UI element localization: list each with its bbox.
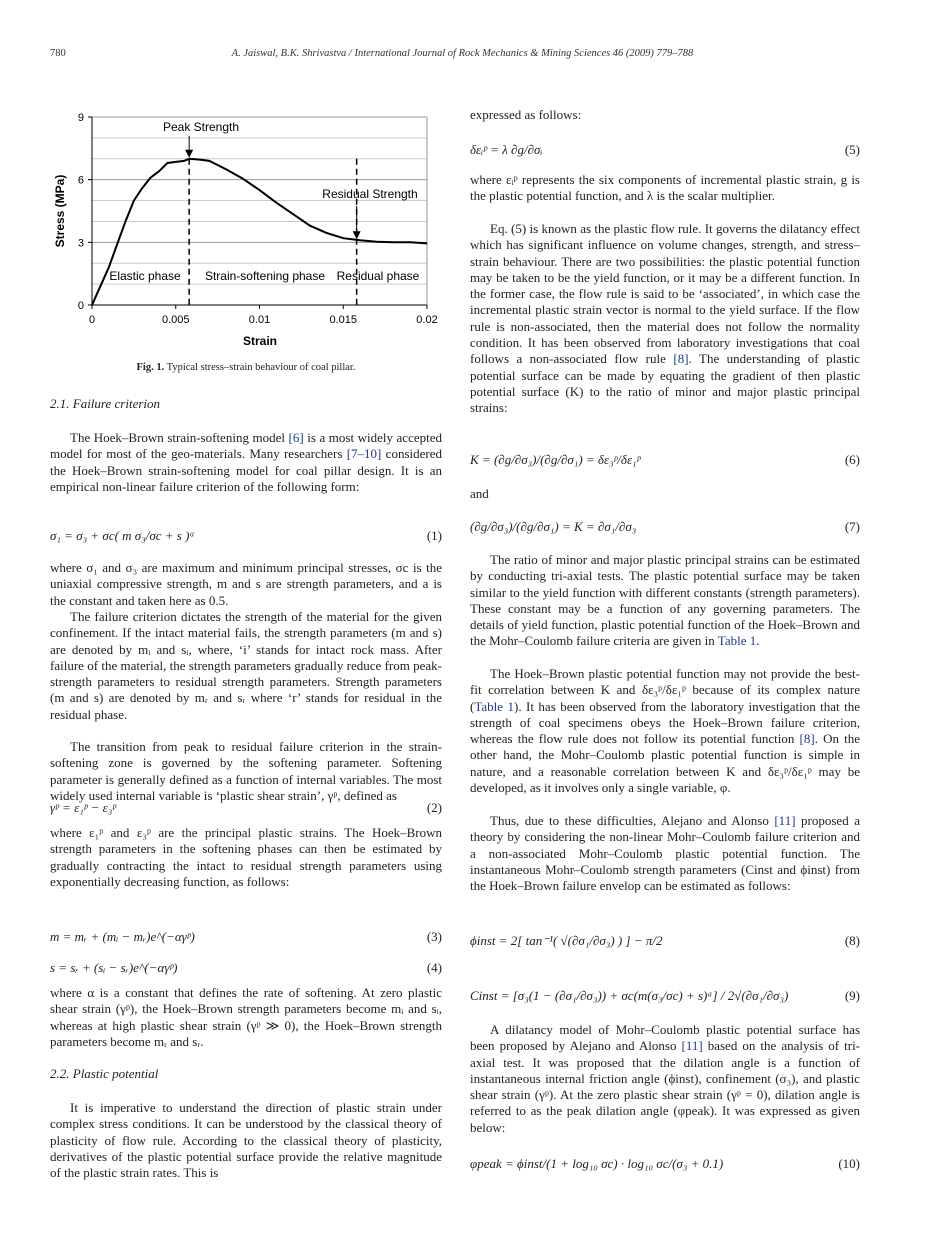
x-tick-label: 0.01 — [248, 314, 271, 326]
section-heading-2-2: 2.2. Plastic potential — [50, 1066, 159, 1081]
text-segment: A dilatancy model of Mohr–Coulomb plastic potential surface has been proposed by Alejano and Alonso — [470, 1022, 860, 1054]
equation-1 — [50, 528, 442, 544]
paragraph — [470, 666, 860, 796]
paragraph: where εᵢᵖ represents the six components of incremental plastic strain, g is the plastic potential function, and λ is the scalar multiplier. — [470, 172, 860, 204]
stress-strain-curve — [92, 159, 427, 305]
paragraph: The failure criterion dictates the strength of the material for the given confinement. If the intact material fails, the strength parameters (m and s) are denoted by mᵢ and sᵢ, where, ‘i’ stands for intact rock mass. After failure of the material, the strength parameters gradually reduce from peak-strength parameters to residual strength parameters. Strength parameters (m and s) are denoted by mᵣ and sᵣ where ‘r’ stands for residual in the residual phase. — [50, 609, 442, 722]
peak-label: Peak Strength — [162, 120, 240, 134]
paragraph: where α is a constant that defines the rate of softening. At zero plastic shear strain (γᵖ), the Hoek–Brown strength parameters become mᵢ and sᵢ, whereas at high plastic shear strain (γᵖ ≫ 0), the Hoek–Brown strength parameters become mᵣ and sᵣ. — [50, 985, 442, 1049]
paragraph — [470, 1022, 860, 1136]
paragraph: where σ₁ and σ₃ are maximum and minimum principal stresses, σc is the uniaxial compressive strength, m and s are strength parameters, and a is the constant and taken here as 0.5. — [50, 560, 442, 608]
y-tick-label: 9 — [77, 112, 84, 124]
citation-link[interactable]: [11] — [681, 1038, 703, 1054]
text-segment: (2) — [426, 800, 442, 815]
text-segment: Cinst = [σ₃(1 − (∂σ₁/∂σ₃)) + σc(m(σ₃/σc) + s)ᵃ] / 2√(∂σ₁/∂σ₃) — [470, 988, 789, 1003]
text-segment: proposed a theory by considering the non-linear Mohr–Coulomb failure criterion and a non-associated Mohr–Coulomb plastic potential function. The instantaneous Mohr–Coulomb strength parameters (Cinst and ϕinst) from the Hoek–Brown failure envelop can be estimated as follows: — [470, 813, 860, 894]
figure-caption — [50, 362, 442, 373]
equation-3 — [50, 929, 442, 945]
equation-2 — [50, 800, 442, 816]
running-title: A. Jaiswal, B.K. Shrivastva / International Journal of Rock Mechanics & Mining Sciences 46 (2009) 779–788 — [231, 48, 694, 59]
paragraph — [470, 552, 860, 650]
paragraph: The transition from peak to residual failure criterion in the strain-softening zone is governed by the softening parameter. Softening parameter is generally defined as a function of internal variables. The most widely used internal variable is ‘plastic shear strain’, γᵖ, defined as — [50, 739, 442, 803]
x-axis-label: Strain — [242, 334, 278, 348]
citation-link[interactable]: [8] — [799, 731, 815, 747]
x-tick-label: 0 — [88, 314, 96, 326]
x-tick-label: 0.02 — [416, 314, 438, 326]
residual-label: Residual Strength — [322, 187, 418, 201]
equation-9 — [470, 988, 860, 1004]
text-segment: (4) — [426, 960, 442, 975]
text-segment: is a most widely accepted model for most of the geo-materials. Many researchers — [50, 430, 442, 462]
paragraph: and — [470, 486, 489, 501]
text-segment: . — [756, 633, 760, 649]
text-segment: (3) — [426, 929, 442, 944]
x-tick-label: 0.015 — [329, 314, 358, 326]
text-segment: γᵖ = ε₁ᵖ − ε₃ᵖ — [50, 800, 116, 815]
paragraph: expressed as follows: — [470, 107, 582, 122]
text-segment: considered the Hoek–Brown strain-softening model for coal pillar design. It is an empirical non-linear failure criterion of the following form: — [50, 446, 442, 494]
text-segment: (∂g/∂σ₃)/(∂g/∂σ₁) = K = ∂σ₁/∂σ₃ — [470, 519, 637, 534]
text-segment: (9) — [844, 988, 860, 1003]
citation-link[interactable]: [6] — [288, 430, 304, 445]
table-link[interactable]: Table 1 — [474, 698, 514, 714]
caption-label: Fig. 1. — [136, 362, 165, 373]
phase-elastic-label: Elastic phase — [109, 269, 181, 283]
text-segment: (10) — [838, 1156, 860, 1171]
equation-6 — [470, 452, 860, 468]
text-segment: K = (∂g/∂σ₃)/(∂g/∂σ₁) = δε₃ᵖ/δε₁ᵖ — [470, 452, 641, 467]
text-segment: m = mᵣ + (mᵢ − mᵣ)e^(−αγᵖ) — [50, 929, 195, 944]
text-segment: Eq. (5) is known as the plastic flow rule. It governs the dilatancy effect which has significant influence on volume changes, strength, and stress–strain behaviour. There are two possibilities: the plastic potential function may be taken to be the yield function, or it may be a different function. In the former case, the flow rule is said to be ‘associated’, in which case the incremental plastic strain vector is normal to the yield surface. If the flow rule is non-associated, then the material does not follow the normality condition. It has been observed from laboratory investigations that coal follows a non-associated flow rule — [470, 221, 860, 367]
equation-10 — [470, 1156, 860, 1172]
citation-link[interactable]: [8] — [673, 351, 689, 367]
y-tick-label: 6 — [77, 174, 84, 187]
citation-link[interactable]: [11] — [774, 813, 796, 828]
text-segment: (1) — [426, 528, 442, 543]
page-number: 780 — [50, 48, 66, 59]
paragraph: It is imperative to understand the direction of plastic strain under complex stress conditions. It can be understood by the classical theory of plasticity of flow rule. According to the classical theory of plasticity, derivatives of the plastic potential surface provide the relative magnitude of the plastic strain rates. This is — [50, 1100, 442, 1181]
paragraph: where ε₁ᵖ and ε₃ᵖ are the principal plastic strains. The Hoek–Brown strength parameters in the softening phases can then be estimated by gradually contracting the intact to residual strength parameters using exponentially decreasing function, as follows: — [50, 825, 442, 889]
text-segment: ϕinst = 2[ tan⁻¹( √(∂σ₁/∂σ₃) ) ] − π/2 — [470, 933, 663, 948]
citation-link[interactable]: [7–10] — [346, 446, 382, 462]
table-link[interactable]: Table 1 — [717, 633, 757, 649]
text-segment: . The understanding of plastic potential surface can be made by equating the gradient of then plastic potential surface (K) to the ratio of minor and major plastic principal strains: — [470, 351, 860, 416]
text-segment: The ratio of minor and major plastic principal strains can be estimated by conducting tri-axial tests. The plastic potential surface may be taken similar to the yield function with different constants (strength parameters). These constant may be a function of any governing parameters. The details of yield function, plastic potential function of the Hoek–Brown and the Mohr–Coulomb failure criteria are given in — [470, 552, 860, 649]
text-segment: (5) — [844, 142, 860, 157]
y-tick-label: 0 — [77, 300, 84, 312]
paragraph — [470, 813, 860, 894]
phase-softening-label: Strain-softening phase — [204, 269, 326, 283]
text-segment: based on the analysis of tri-axial test. It was proposed that the dilation angle is a function of instantaneous internal friction angle (ϕinst), confinement (σ₃), and plastic shear strain (γᵖ). At the zero plastic shear strain (γᵖ = 0), dilation angle is referred to as the peak dilation angle (φpeak). It was expressed as given below: — [470, 1038, 861, 1135]
y-tick-label: 3 — [77, 237, 84, 250]
text-segment: . On the other hand, the Mohr–Coulomb plastic potential function is simple in nature, and a reasonable correlation between K and δε₃ᵖ/δε₁ᵖ may be developed, as it involves only a single variable, φ. — [470, 731, 860, 796]
stress-strain-chart — [40, 100, 450, 355]
phase-residual-label: Residual phase — [336, 269, 420, 283]
text-segment: Thus, due to these difficulties, Alejano and Alonso — [490, 813, 775, 828]
paragraph — [470, 221, 860, 417]
text-segment: (6) — [844, 452, 860, 467]
text-segment: ). It has been observed from the laboratory investigation that the strength of coal specimens obeys the Hoek–Brown failure criterion, whereas the flow rule does not follow its potential function — [470, 698, 860, 747]
text-segment: s = sᵣ + (sᵢ − sᵣ)e^(−αγᵖ) — [50, 960, 178, 975]
text-segment: δεᵢᵖ = λ ∂g/∂σᵢ — [470, 142, 543, 157]
equation-4 — [50, 960, 442, 976]
text-segment: (7) — [844, 519, 860, 534]
residual-arrow-head — [353, 231, 361, 239]
x-tick-label: 0.005 — [161, 314, 190, 326]
y-axis-label: Stress (MPa) — [53, 174, 67, 248]
text-segment: φpeak = ϕinst/(1 + log₁₀ σc) · log₁₀ σc/(σ₃ + 0.1) — [470, 1156, 724, 1171]
text-segment: The Hoek–Brown strain-softening model — [70, 430, 289, 445]
equation-5 — [470, 142, 860, 158]
paragraph — [50, 430, 442, 495]
equation-8 — [470, 933, 860, 949]
caption-text: Typical stress–strain behaviour of coal pillar. — [166, 362, 356, 373]
text-segment: σ₁ = σ₃ + σc( m σ₃/σc + s )ᵃ — [50, 528, 195, 543]
section-heading-2-1: 2.1. Failure criterion — [50, 396, 161, 411]
equation-7 — [470, 519, 860, 535]
text-segment: (8) — [844, 933, 860, 948]
chart-axes — [78, 112, 438, 326]
text-segment: The Hoek–Brown plastic potential function may not provide the best-fit correlation between K and δε₃ᵖ/δε₁ᵖ because of its complex nature ( — [470, 666, 860, 714]
peak-arrow-head — [185, 150, 193, 158]
